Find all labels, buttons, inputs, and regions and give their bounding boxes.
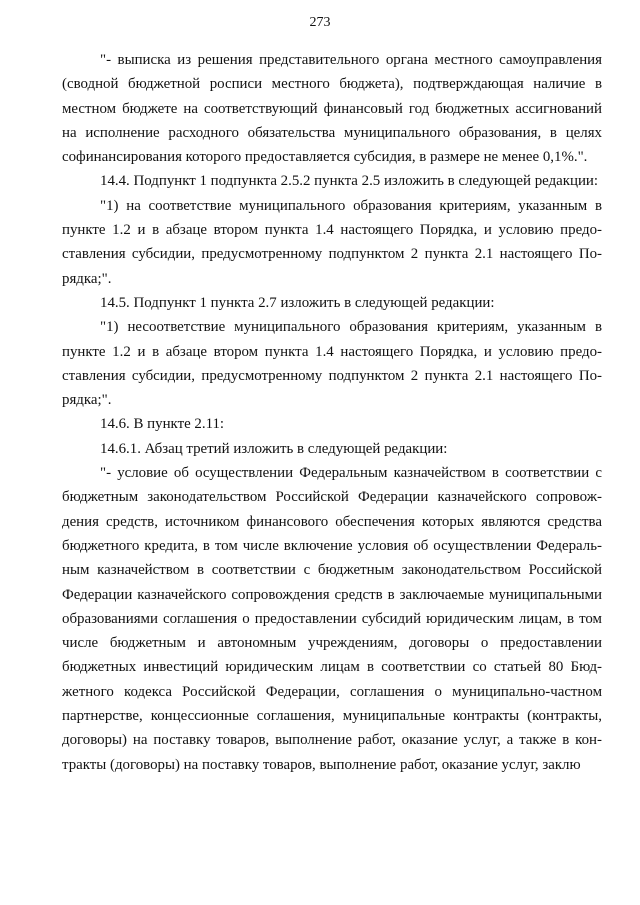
paragraph-14-5: 14.5. Подпункт 1 пункта 2.7 изложить в следующей редакции: (100, 294, 495, 311)
paragraph-quote-criteria-noncompliance: "1) несоответствие муниципального образования критериям, указанным в пункте 1.2 и в абзаце втором пункта 1.4 настоящего Порядка, и условию предоставления субсидии, предусмотренному подпунктом 2 пункта 2.1 настоящего Порядка;". (62, 319, 602, 409)
paragraph-quote-treasury-support: "- условие об осуществлении Федеральным казначейством в соответствии с бюджетным законодательством Российской Федерации казначейского сопровождения средств, источником финансового обеспечения которых являются средства бюджетного кредита, в том числе включение условия об осуществлении Федеральным казначейством в соответствии с бюджетным законодательством Российской Федерации казначейского сопровождения средств в заключаемые муниципальными образованиями соглашения о предоставлении субсидий юридическим лицам, в том числе бюджетным и автономным учреждениям, договоры о предоставлении бюджетных инвестиций юридическим лицам в соответствии со статьей 80 Бюджетного кодекса Российской Федерации, соглашения о муниципально-частном партнерстве, концессионные соглашения, муниципальные контракты (контракты, договоры) на поставку товаров, выполнение работ, оказание услуг, а также в контракты (договоры) на поставку товаров, выполнение работ, оказание услуг, заклю (62, 465, 602, 773)
paragraph-quote-criteria-compliance: "1) на соответствие муниципального образования критериям, указанным в пункте 1.2 и в абзаце втором пункта 1.4 настоящего Порядка, и условию предоставления субсидии, предусмотренному подпунктом 2 пункта 2.1 настоящего Порядка;". (62, 197, 602, 287)
document-body (62, 48, 602, 777)
paragraph-14-6-1: 14.6.1. Абзац третий изложить в следующей редакции: (100, 440, 448, 457)
paragraph-quote-extract: "- выписка из решения представительного органа местного самоуправления (сводной бюджетной росписи местного бюджета), подтверждающая наличие в местном бюджете на соответствующий финансовый год бюджетных ассигнований на исполнение расходного обязательства муниципального образования, в целях софинансирования которого предоставляется субсидия, в размере не менее 0,1%.". (62, 52, 602, 166)
paragraph-14-6: 14.6. В пункте 2.11: (100, 416, 225, 433)
page-number: 273 (309, 15, 331, 30)
paragraph-14-4: 14.4. Подпункт 1 подпункта 2.5.2 пункта 2.5 изложить в следующей редакции: (100, 173, 599, 190)
